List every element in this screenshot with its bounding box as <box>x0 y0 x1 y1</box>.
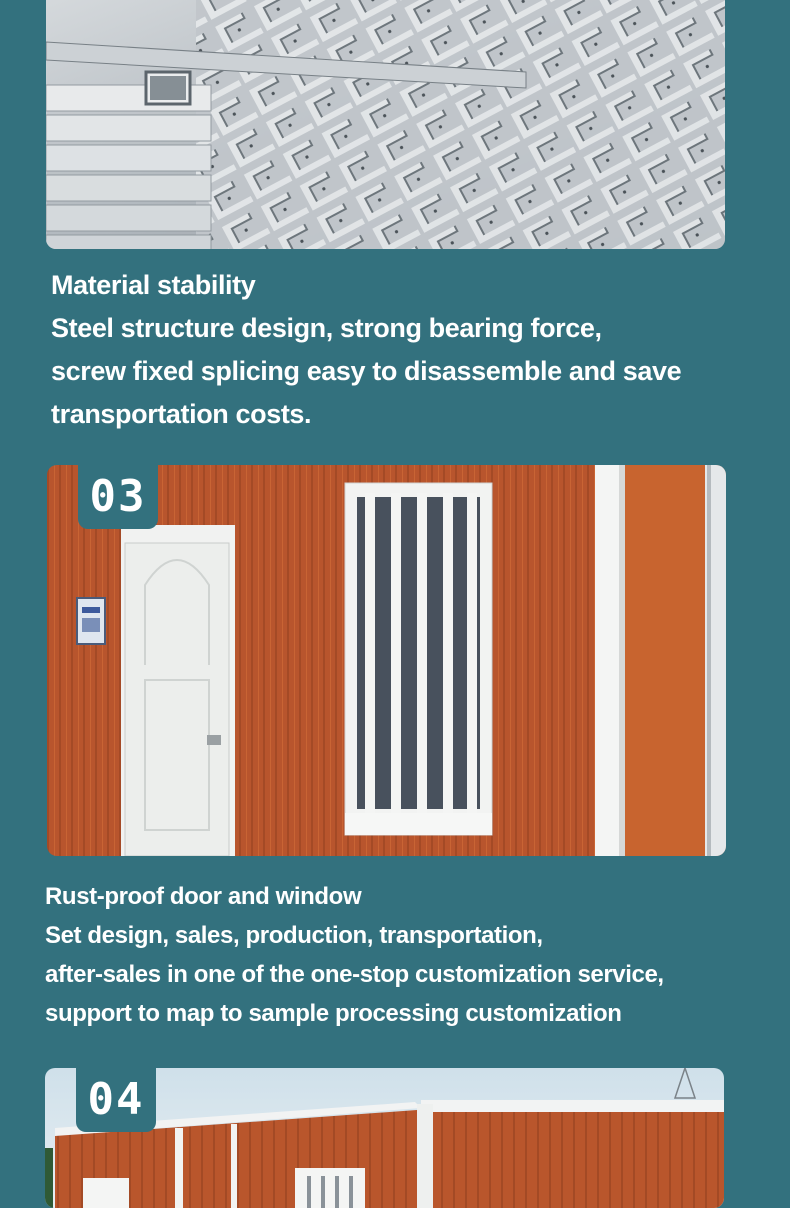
material-line-2: screw fixed splicing easy to disassemble and save <box>51 356 682 386</box>
door-window-text <box>45 877 664 1033</box>
material-stability-text <box>51 264 681 436</box>
material-line-3: transportation costs. <box>51 399 312 429</box>
step-number-badge: 03 <box>78 465 158 529</box>
material-line-1: Steel structure design, strong bearing force, <box>51 313 602 343</box>
door-window-photo <box>47 465 726 856</box>
door-window-line-1: Set design, sales, production, transportation, <box>45 922 543 949</box>
step-number-badge: 04 <box>76 1068 156 1132</box>
steel-profiles-photo <box>46 0 725 249</box>
door-window-line-3: support to map to sample processing customization <box>45 1000 622 1027</box>
door-window-heading: Rust-proof door and window <box>45 883 362 910</box>
material-heading: Material stability <box>51 270 256 300</box>
container-house-photo <box>45 1068 724 1208</box>
door-window-line-2: after-sales in one of the one-stop customization service, <box>45 961 664 988</box>
